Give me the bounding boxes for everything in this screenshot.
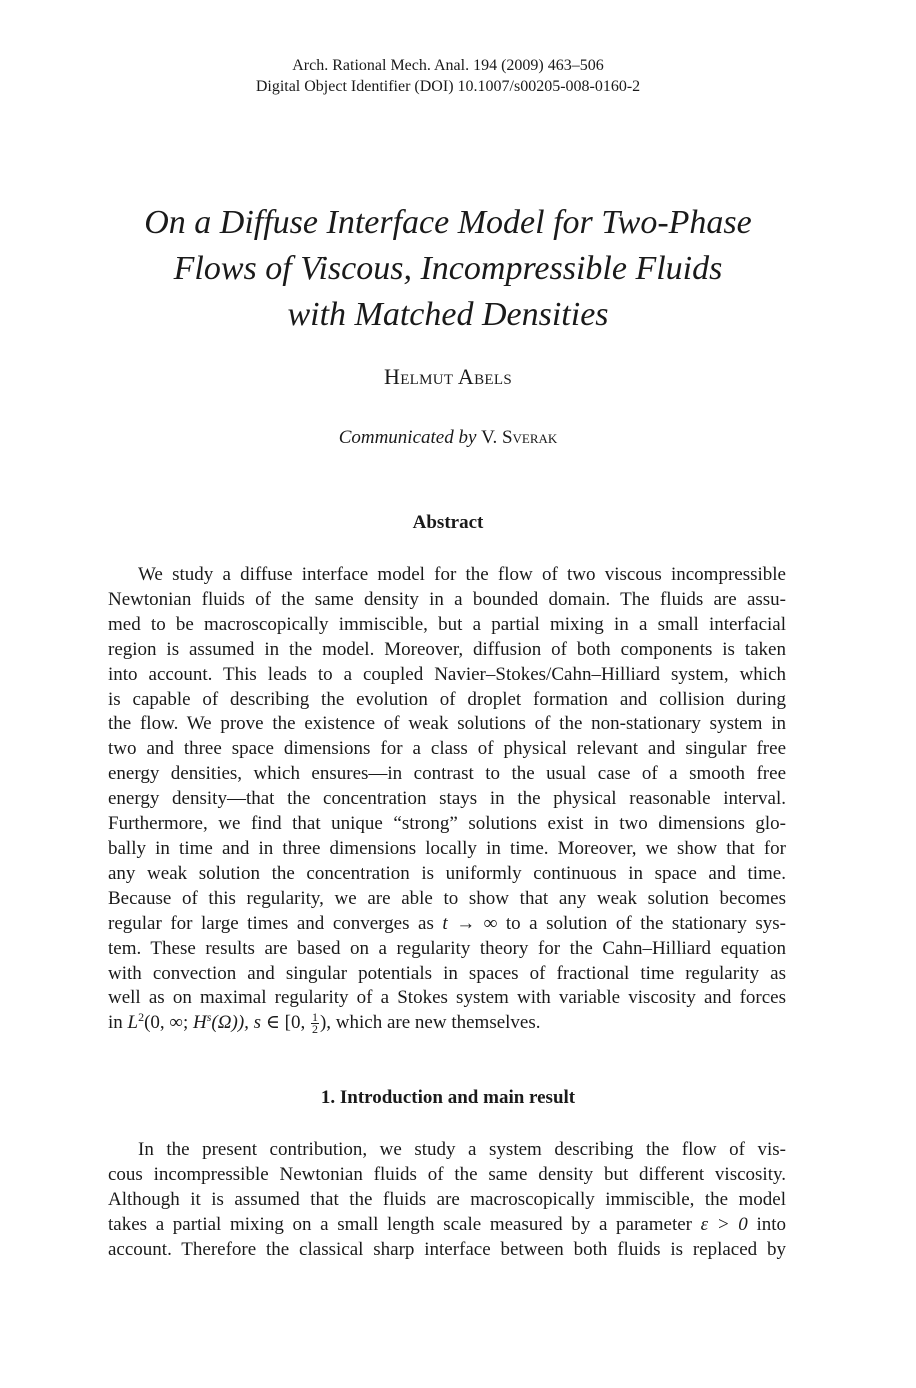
math-limit: t → ∞: [442, 912, 498, 934]
abstract-line: any weak solution the concentration is uniformly continuous in space and time.: [108, 862, 786, 884]
abstract-line: energy densities, which ensures—in contrast to the usual case of a smooth free: [108, 763, 786, 785]
abstract-line: Newtonian fluids of the same density in a bounded domain. The fluids are assu-: [108, 588, 786, 610]
math-L: L: [127, 1012, 139, 1034]
intro-body: [108, 1138, 786, 1263]
communicated-by: [0, 427, 896, 449]
abstract-text: regular for large times and converges as: [108, 912, 434, 934]
abstract-line: is capable of describing the evolution of droplet formation and collision during: [108, 688, 786, 710]
abstract-last-line: [108, 1011, 786, 1036]
abstract-text: in: [108, 1012, 123, 1034]
abstract-line: energy density—that the concentration stays in the physical reasonable interval.: [108, 788, 786, 810]
fraction-denominator: 2: [311, 1022, 318, 1037]
intro-line: Although it is assumed that the fluids are macroscopically immiscible, the model: [108, 1188, 786, 1210]
math-text: (0, ∞;: [144, 1012, 189, 1034]
abstract-line: into account. This leads to a coupled Navier–Stokes/Cahn–Hilliard system, which: [108, 663, 786, 685]
intro-text: takes a partial mixing on a small length scale measured by a parameter: [108, 1213, 692, 1235]
title-line-3: with Matched Densities: [287, 296, 609, 333]
abstract-line: tem. These results are based on a regularity theory for the Cahn–Hilliard equation: [108, 937, 786, 959]
abstract-line: We study a diffuse interface model for the flow of two viscous incompressible: [138, 564, 786, 585]
intro-line: In the present contribution, we study a system describing the flow of vis-: [138, 1139, 786, 1160]
abstract-body: [108, 563, 786, 1036]
author-name: Helmut Abels: [384, 364, 512, 389]
math-H-superscript: s: [206, 1010, 212, 1025]
intro-line: cous incompressible Newtonian fluids of the same density but different viscosity.: [108, 1163, 786, 1185]
communicator-name: V. Sverak: [481, 427, 558, 448]
math-interval: ∈ [0,: [265, 1012, 306, 1034]
abstract-heading: Abstract: [412, 512, 484, 533]
abstract-line: the flow. We prove the existence of weak solutions of the non-stationary system in: [108, 713, 786, 735]
fraction-numerator: 1: [311, 1010, 318, 1025]
abstract-text: to a solution of the stationary sys-: [505, 912, 787, 934]
abstract-line: region is assumed in the model. Moreover, diffusion of both components is taken: [108, 638, 786, 660]
title-line-1: On a Diffuse Interface Model for Two-Phase: [144, 204, 752, 241]
title-line-2: Flows of Viscous, Incompressible Fluids: [173, 250, 723, 287]
abstract-line: two and three space dimensions for a class of physical relevant and singular free: [108, 738, 786, 760]
abstract-text: ), which are new themselves.: [319, 1012, 541, 1034]
abstract-line: Furthermore, we find that unique “strong” solutions exist in two dimensions glo-: [108, 813, 786, 835]
journal-citation: Arch. Rational Mech. Anal. 194 (2009) 463–506: [292, 57, 604, 74]
section-heading: 1. Introduction and main result: [320, 1087, 576, 1108]
abstract-line: med to be macroscopically immiscible, but a partial mixing in a small interfacial: [108, 613, 786, 635]
math-H: H: [193, 1012, 207, 1034]
doi-line: Digital Object Identifier (DOI) 10.1007/s00205-008-0160-2: [255, 78, 641, 95]
math-fraction: [311, 1012, 319, 1035]
paper-title: [0, 200, 896, 338]
intro-text: into: [756, 1213, 787, 1235]
communicated-prefix: Communicated by: [338, 427, 477, 448]
abstract-line: with convection and singular potentials in spaces of fractional time regularity as: [108, 962, 786, 984]
abstract-line: well as on maximal regularity of a Stokes system with variable viscosity and forces: [108, 987, 786, 1009]
abstract-line: Because of this regularity, we are able to show that any weak solution becomes: [108, 887, 786, 909]
math-omega: (Ω)),: [211, 1012, 249, 1034]
journal-header: [0, 55, 896, 97]
math-s: s: [253, 1012, 262, 1034]
abstract-line-with-math: [108, 912, 786, 937]
abstract-line: bally in time and in three dimensions locally in time. Moreover, we show that for: [108, 837, 786, 859]
intro-line-with-math: [108, 1213, 786, 1238]
math-epsilon: ε > 0: [700, 1213, 748, 1235]
math-L-superscript: 2: [138, 1010, 145, 1025]
intro-line: account. Therefore the classical sharp interface between both fluids is replaced by: [108, 1238, 786, 1260]
